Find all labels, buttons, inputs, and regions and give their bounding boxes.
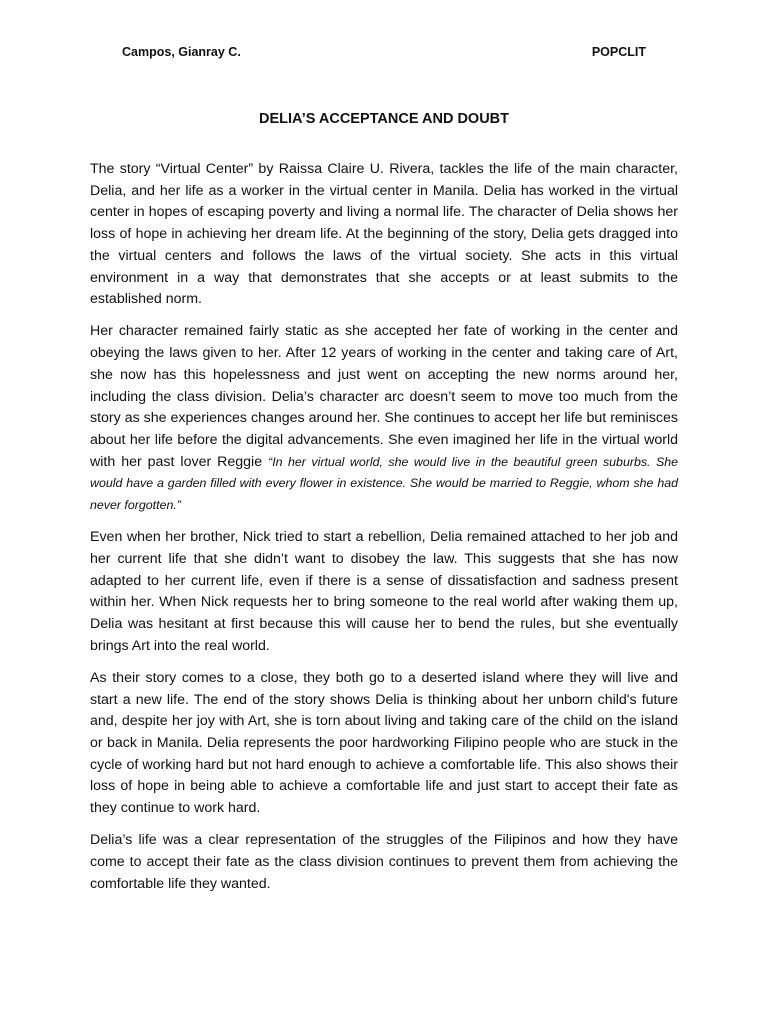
- paragraph-4: As their story comes to a close, they both go to a deserted island where they will live and start a new life. The end of the story shows Delia is thinking about her unborn child's future and, despite her joy with Art, she is torn about living and taking care of the child on the island or back in Manila. Delia represents the poor hardworking Filipino people who are stuck in the cycle of working hard but not hard enough to achieve a comfortable life. This also shows their loss of hope in being able to achieve a comfortable life and just start to accept their fate as they continue to work hard.: [90, 669, 678, 817]
- course-code: POPCLIT: [591, 45, 646, 59]
- paragraph-5: Delia’s life was a clear representation of the struggles of the Filipinos and how they have come to accept their fate as the class division continues to prevent them from achieving the comfortable life they wanted.: [90, 832, 678, 892]
- paragraph-1: The story “Virtual Center” by Raissa Claire U. Rivera, tackles the life of the main character, Delia, and her life as a worker in the virtual center in Manila. Delia has worked in the virtual center in hopes of escaping poverty and living a normal life. The character of Delia shows her loss of hope in achieving her dream life. At the beginning of the story, Delia gets dragged into the virtual centers and follows the laws of the virtual society. She acts in this virtual environment in a way that demonstrates that she accepts or at least submits to the established norm.: [90, 161, 678, 308]
- author-name: Campos, Gianray C.: [122, 45, 241, 59]
- paragraph-2-quote: “In her virtual world, she would live in the beautiful green suburbs. She would have a garden filled with every flower in existence. She would be married to Reggie, whom she had never forgotten.”: [90, 454, 678, 513]
- paragraph-3: Even when her brother, Nick tried to start a rebellion, Delia remained attached to her job and her current life that she didn’t want to disobey the law. This suggests that she has now adapted to her current life, even if there is a sense of dissatisfaction and sadness present within her. When Nick requests her to bring someone to the real world after waking them up, Delia was hesitant at first because this will cause her to bend the rules, but she eventually brings Art into the real world.: [90, 529, 678, 654]
- document-header: [122, 45, 646, 59]
- paragraph-2-text: Her character remained fairly static as she accepted her fate of working in the center and obeying the laws given to her. After 12 years of working in the center and taking care of Art, she now has this hopelessness and just went on accepting the new norms around her, including the class division. Delia’s character arc doesn’t seem to move too much from the story as she experiences changes around her. She continues to accept her life but reminisces about her life before the digital advancements. She even imagined her life in the virtual world with her past lover Reggie: [90, 323, 678, 470]
- document-title: DELIA’S ACCEPTANCE AND DOUBT: [259, 111, 509, 127]
- paragraph-2: [90, 321, 678, 516]
- essay-body: [90, 159, 678, 906]
